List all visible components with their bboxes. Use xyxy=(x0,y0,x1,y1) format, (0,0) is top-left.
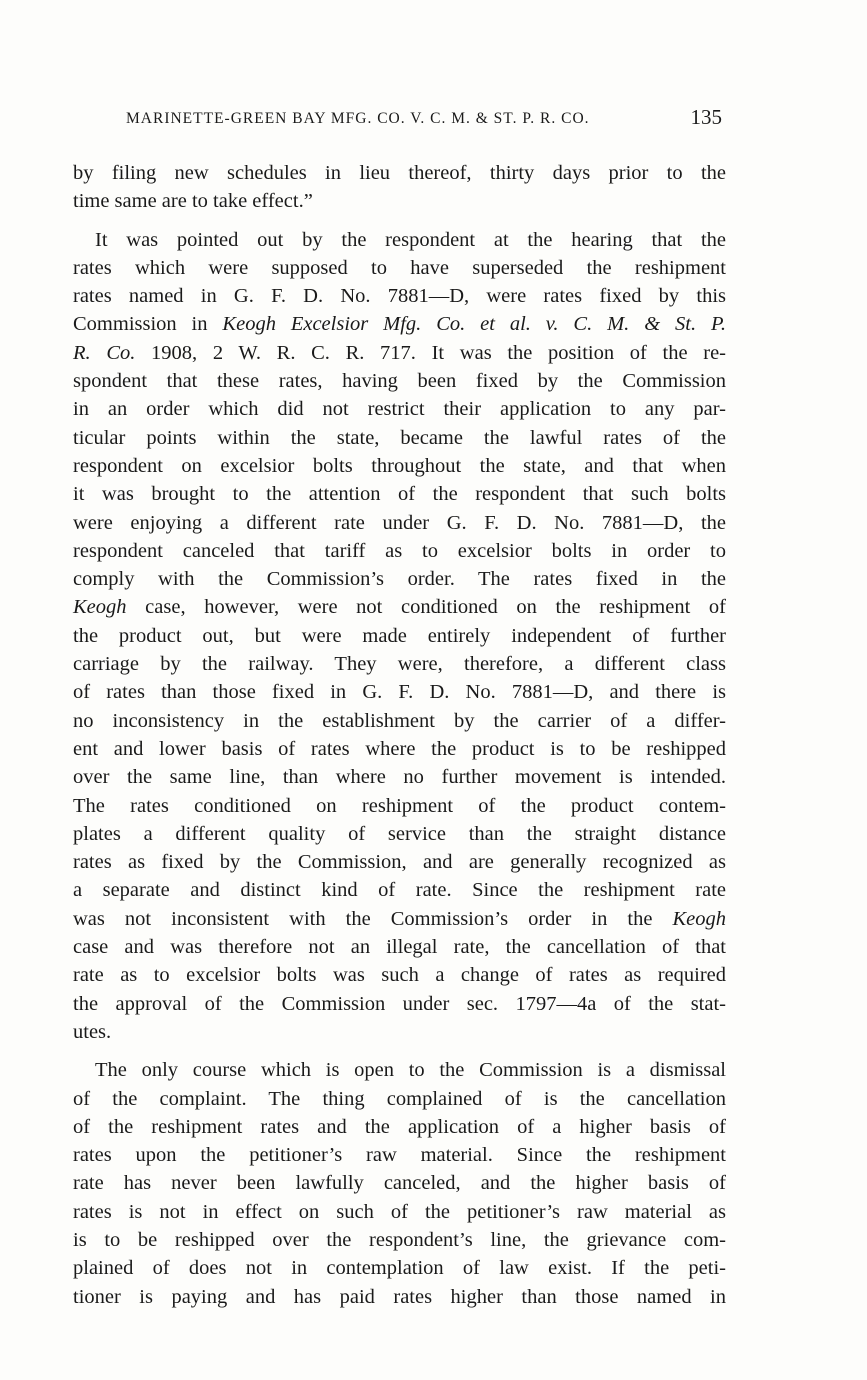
case-name: R. Co. xyxy=(73,341,136,364)
running-title: MARINETTE-GREEN BAY MFG. CO. V. C. M. & ST. P. R. CO. xyxy=(126,110,590,127)
text-line: were enjoying a different rate under G. F. D. No. 7881—D, the xyxy=(73,511,726,534)
text-line: rates as fixed by the Commission, and are generally recognized as xyxy=(73,851,726,874)
case-name: Keogh xyxy=(672,907,726,930)
text-line: of the complaint. The thing complained of is the cancellation xyxy=(73,1087,726,1110)
text-line: case and was therefore not an illegal rate, the cancellation of that xyxy=(73,936,726,959)
text-line: The rates conditioned on reshipment of the product contem- xyxy=(73,794,726,817)
text-line: by filing new schedules in lieu thereof, thirty days prior to the xyxy=(73,162,726,184)
text-line: It was pointed out by the respondent at the hearing that the xyxy=(95,228,726,251)
text-line: rate as to excelsior bolts was such a change of rates as required xyxy=(73,964,726,987)
text-line: The only course which is open to the Commission is a dismissal xyxy=(95,1059,726,1082)
text-line: carriage by the railway. They were, therefore, a different class xyxy=(73,653,726,676)
text-line: plates a different quality of service than the straight distance xyxy=(73,822,726,845)
text-run: 1908, 2 W. R. C. R. 717. It was the position of the re- xyxy=(151,341,726,364)
body-text xyxy=(73,159,726,1311)
text-line: rates upon the petitioner’s raw material. Since the reshipment xyxy=(73,1144,726,1167)
text-line: no inconsistency in the establishment by the carrier of a differ- xyxy=(73,709,726,732)
text-run: case, however, were not conditioned on the reshipment of xyxy=(145,596,727,619)
text-line: respondent canceled that tariff as to excelsior bolts in order to xyxy=(73,539,726,562)
case-name: Keogh xyxy=(73,596,127,619)
paragraph-gap xyxy=(73,216,726,226)
text-line: comply with the Commission’s order. The rates fixed in the xyxy=(73,568,726,591)
text-line xyxy=(73,310,726,338)
paragraph-gap xyxy=(73,1046,726,1056)
text-line: respondent on excelsior bolts throughout the state, and that when xyxy=(73,454,726,477)
text-line: rates is not in effect on such of the petitioner’s raw material as xyxy=(73,1200,726,1223)
text-line: of rates than those fixed in G. F. D. No. 7881—D, and there is xyxy=(73,681,726,704)
text-line: is to be reshipped over the respondent’s line, the grievance com- xyxy=(73,1228,726,1251)
text-line: rates named in G. F. D. No. 7881—D, were rates fixed by this xyxy=(73,285,726,308)
text-line: a separate and distinct kind of rate. Since the reshipment rate xyxy=(73,879,726,902)
running-header xyxy=(126,105,726,133)
case-name: Keogh Excelsior Mfg. Co. et al. v. C. M. & St. P. xyxy=(222,313,727,336)
text-run: was not inconsistent with the Commission’s order in the xyxy=(73,907,653,930)
text-line: rates which were supposed to have superseded the reshipment xyxy=(73,256,726,279)
text-line: the approval of the Commission under sec. 1797—4a of the stat- xyxy=(73,992,726,1015)
text-line: it was brought to the attention of the respondent that such bolts xyxy=(73,483,726,506)
page-number: 135 xyxy=(690,105,722,129)
text-line: ticular points within the state, became the lawful rates of the xyxy=(73,426,726,449)
text-line: ent and lower basis of rates where the product is to be reshipped xyxy=(73,737,726,760)
text-line xyxy=(73,905,726,933)
text-line: rate has never been lawfully canceled, and the higher basis of xyxy=(73,1172,726,1195)
text-line xyxy=(73,593,726,621)
text-run: Commission in xyxy=(73,313,208,336)
text-line: spondent that these rates, having been fixed by the Commission xyxy=(73,370,726,393)
text-line: the product out, but were made entirely independent of further xyxy=(73,624,726,647)
text-line: of the reshipment rates and the application of a higher basis of xyxy=(73,1115,726,1138)
text-line: over the same line, than where no further movement is intended. xyxy=(73,766,726,789)
text-line: in an order which did not restrict their application to any par- xyxy=(73,398,726,421)
text-line: plained of does not in contemplation of law exist. If the peti- xyxy=(73,1257,726,1280)
text-line: time same are to take effect.” xyxy=(73,190,313,213)
text-line xyxy=(73,339,726,367)
text-line: tioner is paying and has paid rates higher than those named in xyxy=(73,1285,726,1308)
text-line: utes. xyxy=(73,1020,112,1043)
